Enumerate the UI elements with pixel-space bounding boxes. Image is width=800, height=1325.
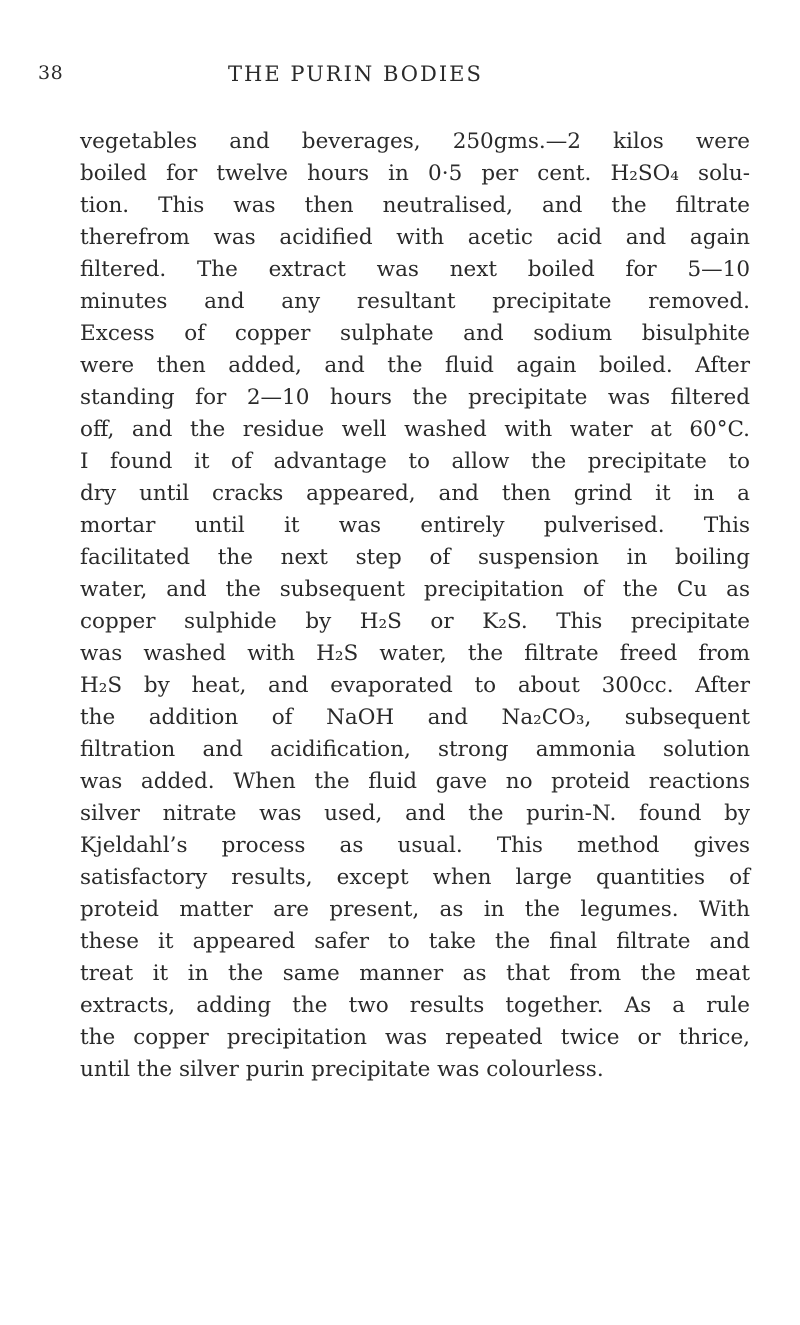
text-line: these it appeared safer to take the final filtrate and	[80, 929, 750, 954]
text-line: boiled for twelve hours in 0·5 per cent. H₂SO₄ solu-	[80, 161, 750, 186]
text-line: satisfactory results, except when large quantities of	[80, 865, 750, 890]
text-line: until the silver purin precipitate was colourless.	[80, 1057, 604, 1082]
text-line: tion. This was then neutralised, and the filtrate	[80, 193, 750, 218]
text-line: silver nitrate was used, and the purin-N. found by	[80, 801, 750, 826]
text-line: proteid matter are present, as in the legumes. With	[80, 897, 750, 922]
body-paragraph	[80, 126, 750, 1086]
text-line: extracts, adding the two results together. As a rule	[80, 993, 750, 1018]
text-line: facilitated the next step of suspension in boiling	[80, 545, 750, 570]
text-line: therefrom was acidified with acetic acid and again	[80, 225, 750, 250]
text-line: minutes and any resultant precipitate removed.	[80, 289, 750, 314]
text-line: mortar until it was entirely pulverised. This	[80, 513, 750, 538]
text-line: Kjeldahl’s process as usual. This method gives	[80, 833, 750, 858]
text-line: off, and the residue well washed with water at 60°C.	[80, 417, 750, 442]
text-line: H₂S by heat, and evaporated to about 300cc. After	[80, 673, 750, 698]
text-line: filtration and acidification, strong ammonia solution	[80, 737, 750, 762]
text-line: were then added, and the fluid again boiled. After	[80, 353, 750, 378]
text-line: filtered. The extract was next boiled for 5—10	[80, 257, 750, 282]
text-line: copper sulphide by H₂S or K₂S. This precipitate	[80, 609, 750, 634]
page-number: 38	[38, 62, 64, 84]
text-line: the addition of NaOH and Na₂CO₃, subsequent	[80, 705, 750, 730]
text-line: dry until cracks appeared, and then grind it in a	[80, 481, 750, 506]
text-line: I found it of advantage to allow the precipitate to	[80, 449, 750, 474]
page-header	[0, 62, 800, 96]
text-line: the copper precipitation was repeated twice or thrice,	[80, 1025, 750, 1050]
text-line: water, and the subsequent precipitation of the Cu as	[80, 577, 750, 602]
text-line: treat it in the same manner as that from the meat	[80, 961, 750, 986]
text-line: Excess of copper sulphate and sodium bisulphite	[80, 321, 750, 346]
running-head: THE PURIN BODIES	[228, 62, 483, 86]
text-line: was washed with H₂S water, the filtrate freed from	[80, 641, 750, 666]
text-line: was added. When the fluid gave no proteid reactions	[80, 769, 750, 794]
text-line: standing for 2—10 hours the precipitate was filtered	[80, 385, 750, 410]
text-line: vegetables and beverages, 250gms.—2 kilos were	[80, 129, 750, 154]
